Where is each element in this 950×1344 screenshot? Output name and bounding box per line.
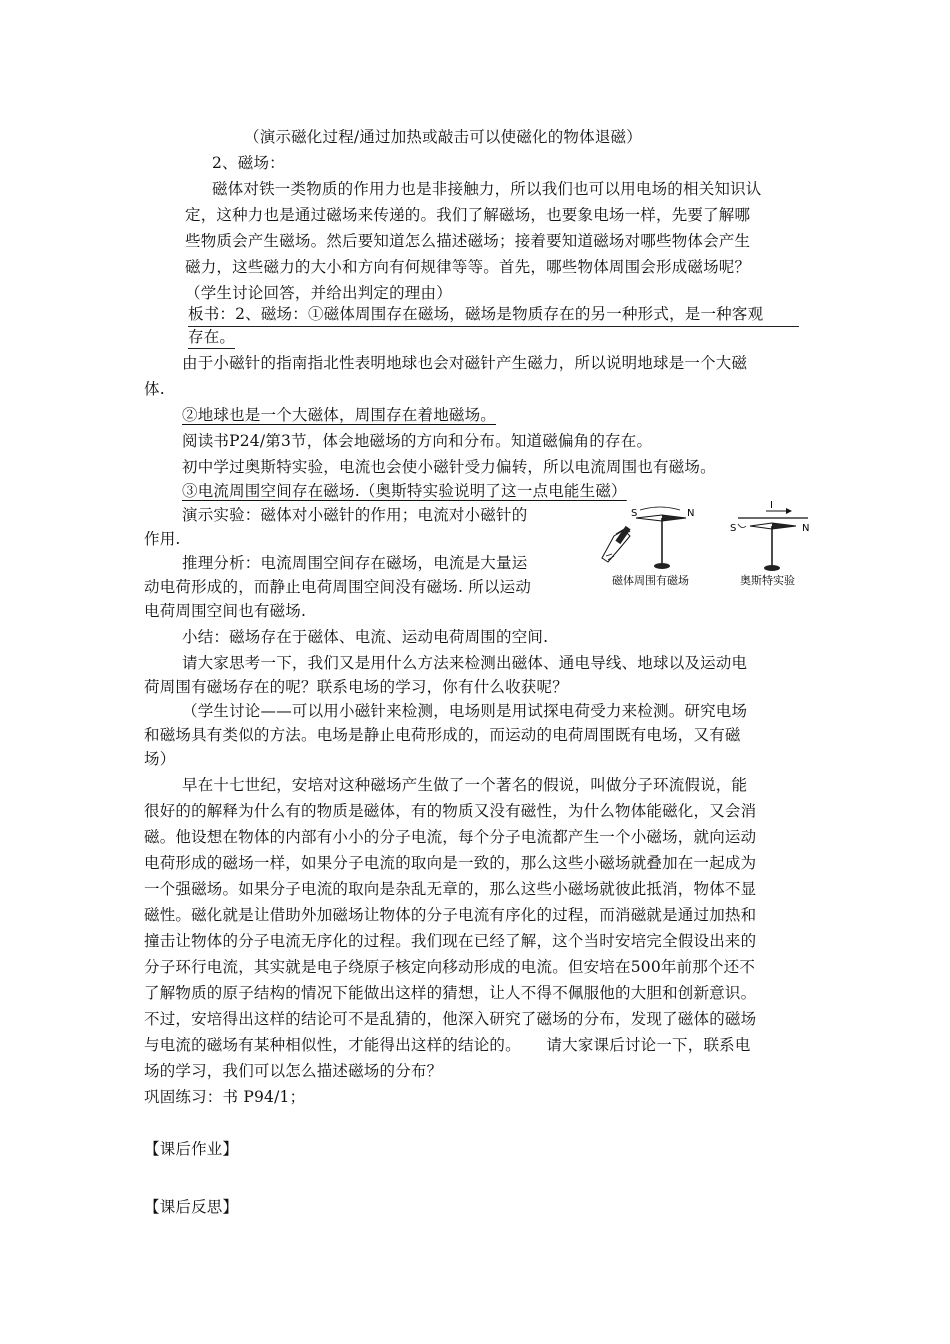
n-label-right: N bbox=[802, 523, 810, 534]
student-discussion-note: （学生讨论回答，并给出判定的理由） bbox=[185, 284, 452, 302]
paragraph-line: 场的学习，我们可以怎么描述磁场的分布？ bbox=[144, 1062, 443, 1080]
hand-magnet-icon bbox=[602, 526, 631, 562]
demo-note: （演示磁化过程/通过加热或敲击可以使磁化的物体退磁） bbox=[244, 128, 642, 146]
paragraph-line: 演示实验：磁体对小磁针的作用；电流对小磁针的 bbox=[182, 506, 528, 524]
caption-magnet-field: 磁体周围有磁场 bbox=[612, 574, 689, 587]
paragraph-line: 荷周围有磁场存在的呢？联系电场的学习，你有什么收获呢？ bbox=[144, 678, 568, 696]
paragraph-line: 撞击让物体的分子电流无序化的过程。我们现在已经了解，这个当时安培完全假设出来的 bbox=[144, 932, 757, 950]
paragraph-line: 磁。他设想在物体的内部有小小的分子电流，每个分子电流都产生一个小磁场，就向运动 bbox=[144, 828, 757, 846]
compass-needle-right bbox=[738, 508, 808, 571]
section-heading-magnetic-field: 2、磁场： bbox=[212, 154, 285, 172]
reflection-heading: 【课后反思】 bbox=[144, 1198, 239, 1216]
experiment-figure bbox=[590, 496, 830, 596]
compass-needle-left bbox=[636, 507, 686, 569]
paragraph-line: 体. bbox=[144, 380, 165, 398]
current-label: I bbox=[770, 500, 773, 511]
paragraph-line: 场） bbox=[144, 750, 176, 768]
s-label-right: S bbox=[730, 523, 737, 534]
paragraph-line: 早在十七世纪，安培对这种磁场产生做了一个著名的假说，叫做分子环流假说，能 bbox=[182, 776, 748, 794]
paragraph-line: 与电流的磁场有某种相似性，才能得出这样的结论的。 请大家课后讨论一下，联系电 bbox=[144, 1036, 751, 1054]
paragraph-line: 不过，安培得出这样的结论可不是乱猜的，他深入研究了磁场的分布，发现了磁体的磁场 bbox=[144, 1010, 757, 1028]
homework-heading: 【课后作业】 bbox=[144, 1140, 239, 1158]
paragraph-line: 电荷周围空间也有磁场. bbox=[144, 602, 307, 620]
caption-oersted: 奥斯特实验 bbox=[740, 574, 795, 587]
paragraph-line: 电荷形成的磁场一样，如果分子电流的取向是一致的，那么这些小磁场就叠加在一起成为 bbox=[144, 854, 757, 872]
paragraph-line: 动电荷形成的，而静止电荷周围空间没有磁场. 所以运动 bbox=[144, 578, 532, 596]
blackboard-point-earth: ②地球也是一个大磁体，周围存在着地磁场。 bbox=[182, 406, 497, 424]
exercise-line: 巩固练习：书 P94/1； bbox=[144, 1088, 306, 1106]
paragraph-line: 定，这种力也是通过磁场来传递的。我们了解磁场，也要象电场一样，先要了解哪 bbox=[185, 206, 751, 224]
paragraph-line: 些物质会产生磁场。然后要知道怎么描述磁场；接着要知道磁场对哪些物体会产生 bbox=[185, 232, 751, 250]
s-label-left: S bbox=[631, 508, 638, 519]
paragraph-line: 磁力，这些磁力的大小和方向有何规律等等。首先，哪些物体周围会形成磁场呢？ bbox=[185, 258, 751, 276]
paragraph-line: 磁性。磁化就是让借助外加磁场让物体的分子电流有序化的过程，而消磁就是通过加热和 bbox=[144, 906, 757, 924]
paragraph-line: 分子环行电流，其实就是电子绕原子核定向移动形成的电流。但安培在500年前那个还不 bbox=[144, 958, 756, 976]
paragraph-line: 由于小磁针的指南指北性表明地球也会对磁针产生磁力，所以说明地球是一个大磁 bbox=[182, 354, 748, 372]
paragraph-line: 很好的的解释为什么有的物质是磁体，有的物质又没有磁性，为什么物体能磁化，又会消 bbox=[144, 802, 757, 820]
paragraph-line: 推理分析：电流周围空间存在磁场，电流是大量运 bbox=[182, 554, 528, 572]
blackboard-note-line: 板书：2、磁场：①磁体周围存在磁场，磁场是物质存在的另一种形式，是一种客观 bbox=[188, 302, 799, 327]
summary-line: 小结：磁场存在于磁体、电流、运动电荷周围的空间. bbox=[182, 628, 549, 646]
experiment-illustration bbox=[590, 496, 830, 596]
n-label-left: N bbox=[687, 508, 695, 519]
paragraph-line: 和磁场具有类似的方法。电场是静止电荷形成的，而运动的电荷周围既有电场，又有磁 bbox=[144, 726, 741, 744]
paragraph-line: 阅读书P24/第3节，体会地磁场的方向和分布。知道磁偏角的存在。 bbox=[182, 432, 653, 450]
paragraph-line: 初中学过奥斯特实验，电流也会使小磁针受力偏转，所以电流周围也有磁场。 bbox=[182, 458, 716, 476]
paragraph-line: 作用. bbox=[144, 530, 181, 548]
blackboard-point-current: ③电流周围空间存在磁场.（奥斯特实验说明了这一点电能生磁） bbox=[182, 482, 627, 500]
paragraph-line: 了解物质的原子结构的情况下能做出这样的猜想，让人不得不佩服他的大胆和创新意识。 bbox=[144, 984, 757, 1002]
paragraph-line: 请大家思考一下，我们又是用什么方法来检测出磁体、通电导线、地球以及运动电 bbox=[182, 654, 748, 672]
paragraph-line: 磁体对铁一类物质的作用力也是非接触力，所以我们也可以用电场的相关知识认 bbox=[212, 180, 762, 198]
paragraph-line: 一个强磁场。如果分子电流的取向是杂乱无章的，那么这些小磁场就彼此抵消，物体不显 bbox=[144, 880, 757, 898]
paragraph-line: （学生讨论——可以用小磁针来检测，电场则是用试探电荷受力来检测。研究电场 bbox=[182, 702, 748, 720]
blackboard-note-line: 存在。 bbox=[188, 326, 235, 349]
